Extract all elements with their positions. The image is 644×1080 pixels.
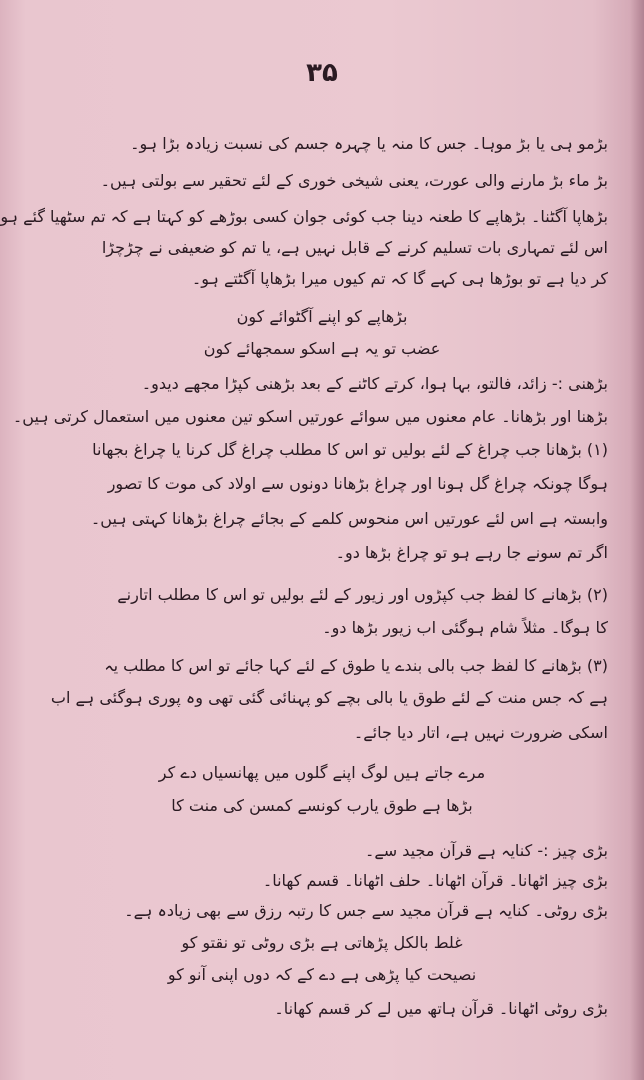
verse-line: مرے جاتے ہیں لوگ اپنے گلوں میں پھانسیاں دے کر [158, 763, 486, 782]
verse-line: نصیحت کیا پڑھی ہے دے کے کہ دوں اپنی آنو کو [167, 965, 477, 984]
text-line: اگر تم سونے جا رہے ہو تو چراغ بڑھا دو۔ [335, 543, 608, 562]
text-line: (۳) بڑھانے کا لفظ جب بالی بندے یا طوق کے لئے کہا جائے تو اس کا مطلب یہ [104, 656, 608, 675]
text-line: کر دیا ہے تو بوڑھا ہی کہے گا کہ تم کیوں میرا بڑھاپا آگٹتے ہو۔ [191, 269, 608, 288]
text-line: بڑی روٹی۔ کنایہ ہے قرآن مجید سے جس کا رتبہ رزق سے بھی زیادہ ہے۔ [124, 901, 608, 920]
text-line: وابستہ ہے اس لئے عورتیں اس منحوس کلمے کے بجائے چراغ بڑھانا کہتی ہیں۔ [90, 509, 608, 528]
page-number: ۳۵ [306, 58, 338, 88]
text-line: اس لئے تمہاری بات تسلیم کرنے کے قابل نہیں ہے، یا تم کو ضعیفی نے چڑچڑا [101, 238, 608, 257]
text-line: بڑی چیز :- کنایہ ہے قرآن مجید سے۔ [365, 841, 608, 860]
text-line: بڑ ماء بڑ مارنے والی عورت، یعنی شیخی خوری کے لئے تحقیر سے بولتی ہیں۔ [100, 171, 608, 190]
text-line: بڑمو ہی یا بڑ موہا۔ جس کا منہ یا چہرہ جسم کی نسبت زیادہ بڑا ہو۔ [130, 134, 608, 153]
verse-line: بڑھا ہے طوق یارب کونسے کمسن کی منت کا [171, 796, 473, 815]
text-line: بڑی روٹی اٹھانا۔ قرآن ہاتھ میں لے کر قسم کھانا۔ [274, 999, 608, 1018]
text-line: بڑھاپا آگٹنا۔ بڑھاپے کا طعنہ دینا جب کوئی جوان کسی بوڑھے کو کہتا ہے کہ تم سٹھیا گئے ہو [0, 207, 608, 226]
page-edge-shadow [630, 0, 644, 1080]
text-line: بڑھنی :- زائد، فالتو، بہا ہوا، کرتے کاٹنے کے بعد بڑھنی کپڑا مجھے دیدو۔ [141, 374, 608, 393]
text-line: ہوگا چونکہ چراغ گل ہونا اور چراغ بڑھانا دونوں سے اولاد کی موت کا تصور [107, 474, 608, 493]
text-line: (۱) بڑھانا جب چراغ کے لئے بولیں تو اس کا مطلب چراغ گل کرنا یا چراغ بجھانا [92, 440, 608, 459]
text-line: اسکی ضرورت نہیں ہے، اتار دیا جائے۔ [353, 723, 608, 742]
verse-line: بڑھاپے کو اپنے آگٹوائے کون [236, 307, 408, 326]
verse-line: غلط بالکل پڑھاتی ہے بڑی روٹی تو نقتو کو [181, 933, 463, 952]
verse-line: عضب تو یہ ہے اسکو سمجھائے کون [203, 339, 441, 358]
text-line: ہے کہ جس منت کے لئے طوق یا بالی بچے کو پہنائی گئی تھی وہ پوری ہوگئی ہے اب [50, 688, 608, 707]
text-line: بڑھنا اور بڑھانا۔ عام معنوں میں سوائے عورتیں اسکو تین معنوں میں استعمال کرتی ہیں۔ [12, 407, 608, 426]
text-line: (۲) بڑھانے کا لفظ جب کپڑوں اور زیور کے لئے بولیں تو اس کا مطلب اتارنے [117, 585, 608, 604]
text-line: بڑی چیز اٹھانا۔ قرآن اٹھانا۔ حلف اٹھانا۔ قسم کھانا۔ [262, 871, 608, 890]
text-line: کا ہوگا۔ مثلاً شام ہوگئی اب زیور بڑھا دو۔ [322, 618, 608, 637]
